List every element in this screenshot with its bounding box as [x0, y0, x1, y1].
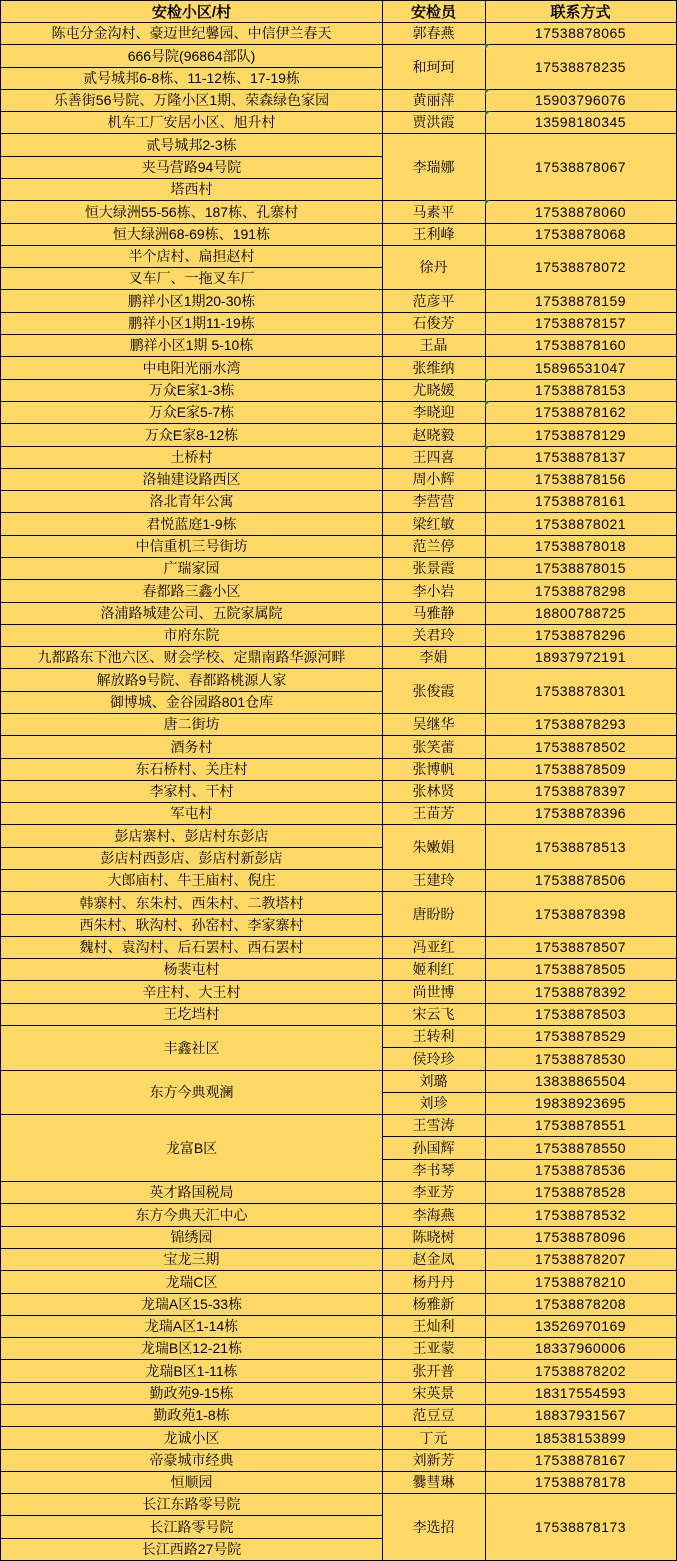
- contact-phone: 17538878060: [485, 200, 677, 224]
- inspector-name: 和珂珂: [382, 44, 486, 90]
- area-cell: 东石桥村、关庄村: [0, 758, 383, 781]
- inspector-name: 王亚蒙: [382, 1337, 486, 1360]
- contact-phone: 13838865504: [485, 1070, 677, 1093]
- area-cell: 陈屯分金沟村、豪迈世纪馨园、中信伊兰春天: [0, 22, 383, 45]
- cell-comment-marker: [485, 89, 490, 94]
- cell-comment-marker: [485, 44, 490, 49]
- area-cell: 军屯村: [0, 802, 383, 825]
- contact-phone: 17538878502: [485, 735, 677, 759]
- area-cell: 恒顺园: [0, 1471, 383, 1494]
- inspector-name: 范豆豆: [382, 1404, 486, 1427]
- contact-phone: 17538878208: [485, 1293, 677, 1316]
- contact-phone: 17538878298: [485, 579, 677, 603]
- contact-phone: 17538878397: [485, 780, 677, 803]
- area-cell: 御博城、金谷园路801仓库: [0, 691, 383, 714]
- inspector-name: 李娟: [382, 646, 486, 669]
- inspector-name: 范彦平: [382, 289, 486, 313]
- area-cell: 叉车厂、一拖叉车厂: [0, 267, 383, 290]
- inspector-name: 李亚芳: [382, 1181, 486, 1204]
- contact-phone: 17538878021: [485, 512, 677, 536]
- contact-phone: 13598180345: [485, 111, 677, 134]
- contact-phone: 17538878159: [485, 289, 677, 313]
- inspector-name: 尚世博: [382, 980, 486, 1004]
- contact-phone: 17538878528: [485, 1181, 677, 1204]
- area-cell: 机车工厂安居小区、旭升村: [0, 111, 383, 134]
- inspector-name: 李晓迎: [382, 401, 486, 424]
- area-cell: 解放路9号院、春都路桃源人家: [0, 668, 383, 692]
- contact-phone: 17538878068: [485, 223, 677, 246]
- area-cell: 东方今典观澜: [0, 1070, 383, 1115]
- inspector-name: 刘珍: [382, 1092, 486, 1115]
- contact-phone: 17538878392: [485, 980, 677, 1004]
- contact-phone: 18937972191: [485, 646, 677, 669]
- area-cell: 龙瑞C区: [0, 1270, 383, 1294]
- cell-comment-marker: [485, 446, 490, 451]
- cell-comment-marker: [485, 200, 490, 205]
- inspector-name: 李书琴: [382, 1159, 486, 1182]
- area-cell: 鹏祥小区1期20-30栋: [0, 289, 383, 313]
- contact-phone: 17538878398: [485, 891, 677, 937]
- area-cell: 龙瑞B区1-11栋: [0, 1359, 383, 1383]
- area-cell: 恒大绿洲68-69栋、191栋: [0, 223, 383, 246]
- contact-phone: 17538878173: [485, 1493, 677, 1561]
- area-cell: 英才路国税局: [0, 1181, 383, 1204]
- inspector-name: 姬利红: [382, 958, 486, 981]
- area-cell: 666号院(96864部队): [0, 44, 383, 68]
- inspector-name: 马素平: [382, 200, 486, 224]
- contact-phone: 17538878503: [485, 1003, 677, 1026]
- area-cell: 万众E家5-7栋: [0, 401, 383, 424]
- contact-phone: 17538878161: [485, 490, 677, 513]
- contact-phone: 18337960006: [485, 1337, 677, 1360]
- contact-phone: 17538878065: [485, 22, 677, 45]
- area-cell: 万众E家1-3栋: [0, 379, 383, 402]
- header-contact: 联系方式: [485, 0, 677, 23]
- area-cell: 帝豪城市经典: [0, 1449, 383, 1472]
- cell-comment-marker: [485, 379, 490, 384]
- contact-phone: 17538878506: [485, 869, 677, 892]
- area-cell: 辛庄村、大王村: [0, 980, 383, 1004]
- contact-phone: 15903796076: [485, 89, 677, 112]
- inspector-name: 张俊霞: [382, 668, 486, 714]
- area-cell: 勤政苑9-15栋: [0, 1382, 383, 1405]
- inspector-name: 张林贤: [382, 780, 486, 803]
- contact-phone: 17538878178: [485, 1471, 677, 1494]
- inspector-name: 尤晓媛: [382, 379, 486, 402]
- inspector-name: 贾洪霞: [382, 111, 486, 134]
- contact-phone: 17538878067: [485, 133, 677, 201]
- inspector-name: 黄丽萍: [382, 89, 486, 112]
- contact-phone: 17538878551: [485, 1114, 677, 1137]
- contact-phone: 17538878296: [485, 624, 677, 647]
- inspector-name: 朱嫩娟: [382, 824, 486, 870]
- contact-phone: 17538878129: [485, 423, 677, 447]
- area-cell: 龙瑞A区15-33栋: [0, 1293, 383, 1316]
- inspector-name: 杨丹丹: [382, 1270, 486, 1294]
- area-cell: 夹马营路94号院: [0, 156, 383, 179]
- inspector-name: 张维纳: [382, 356, 486, 380]
- area-cell: 土桥村: [0, 446, 383, 469]
- contact-phone: 18538153899: [485, 1426, 677, 1450]
- inspector-name: 李选招: [382, 1493, 486, 1561]
- header-inspector: 安检员: [382, 0, 486, 23]
- inspector-name: 张景霞: [382, 557, 486, 580]
- contact-phone: 17538878530: [485, 1047, 677, 1071]
- inspector-name: 范兰停: [382, 535, 486, 558]
- contact-phone: 17538878162: [485, 401, 677, 424]
- contact-phone: 17538878015: [485, 557, 677, 580]
- area-cell: 九都路东下池六区、财会学校、定鼎南路华源河畔: [0, 646, 383, 669]
- inspector-name: 孙国辉: [382, 1136, 486, 1160]
- inspector-name: 冯亚红: [382, 936, 486, 959]
- contact-phone: 17538878293: [485, 713, 677, 736]
- contact-phone: 17538878018: [485, 535, 677, 558]
- area-cell: 万众E家8-12栋: [0, 423, 383, 447]
- inspector-name: 王四喜: [382, 446, 486, 469]
- inspector-name: 赵金凤: [382, 1248, 486, 1271]
- contact-phone: 17538878207: [485, 1248, 677, 1271]
- contact-phone: 17538878210: [485, 1270, 677, 1294]
- area-cell: 恒大绿洲55-56栋、187栋、孔寨村: [0, 200, 383, 224]
- inspector-name: 王灿利: [382, 1315, 486, 1338]
- inspector-name: 李海燕: [382, 1203, 486, 1227]
- area-cell: 半个店村、扁担赵村: [0, 245, 383, 268]
- contact-phone: 17538878156: [485, 468, 677, 491]
- area-cell: 酒务村: [0, 735, 383, 759]
- area-cell: 丰鑫社区: [0, 1025, 383, 1071]
- contact-phone: 17538878532: [485, 1203, 677, 1227]
- area-cell: 龙瑞A区1-14栋: [0, 1315, 383, 1338]
- area-cell: 广瑞家园: [0, 557, 383, 580]
- contact-phone: 17538878301: [485, 668, 677, 714]
- area-cell: 宝龙三期: [0, 1248, 383, 1271]
- header-area: 安检小区/村: [0, 0, 383, 23]
- area-cell: 彭店寨村、彭店村东彭店: [0, 824, 383, 848]
- area-cell: 洛轴建设路西区: [0, 468, 383, 491]
- area-cell: 长江路零号院: [0, 1515, 383, 1539]
- area-cell: 唐二街坊: [0, 713, 383, 736]
- inspector-name: 唐盼盼: [382, 891, 486, 937]
- contact-phone: 17538878167: [485, 1449, 677, 1472]
- area-cell: 中电阳光丽水湾: [0, 356, 383, 380]
- contact-phone: 18837931567: [485, 1404, 677, 1427]
- inspector-name: 李瑞娜: [382, 133, 486, 201]
- contact-phone: 13526970169: [485, 1315, 677, 1338]
- inspector-name: 丁元: [382, 1426, 486, 1450]
- contact-phone: 17538878202: [485, 1359, 677, 1383]
- contact-phone: 17538878507: [485, 936, 677, 959]
- inspector-name: 张博帆: [382, 758, 486, 781]
- contact-phone: 17538878536: [485, 1159, 677, 1182]
- contact-phone: 17538878513: [485, 824, 677, 870]
- area-cell: 龙富B区: [0, 1114, 383, 1182]
- area-cell: 鹏祥小区1期11-19栋: [0, 312, 383, 335]
- contact-phone: 17538878550: [485, 1136, 677, 1160]
- area-cell: 春都路三鑫小区: [0, 579, 383, 603]
- area-cell: 乐善街56号院、万隆小区1期、荣森绿色家园: [0, 89, 383, 112]
- inspector-name: 王利峰: [382, 223, 486, 246]
- contact-phone: 18800788725: [485, 602, 677, 625]
- area-cell: 东方今典天汇中心: [0, 1203, 383, 1227]
- contact-phone: 19838923695: [485, 1092, 677, 1115]
- inspector-name: 李小岩: [382, 579, 486, 603]
- inspector-name: 宋云飞: [382, 1003, 486, 1026]
- contact-phone: 15896531047: [485, 356, 677, 380]
- area-cell: 魏村、袁沟村、后石罢村、西石罢村: [0, 936, 383, 959]
- area-cell: 中信重机三号街坊: [0, 535, 383, 558]
- inspector-name: 侯玲珍: [382, 1047, 486, 1071]
- inspector-name: 梁红敏: [382, 512, 486, 536]
- contact-phone: 17538878153: [485, 379, 677, 402]
- inspector-name: 王晶: [382, 334, 486, 357]
- contact-phone: 17538878509: [485, 758, 677, 781]
- inspector-name: 宋英景: [382, 1382, 486, 1405]
- area-cell: 塔西村: [0, 178, 383, 201]
- area-cell: 王圪垱村: [0, 1003, 383, 1026]
- inspector-name: 王雪涛: [382, 1114, 486, 1137]
- inspector-name: 王建玲: [382, 869, 486, 892]
- contact-phone: 17538878235: [485, 44, 677, 90]
- area-cell: 大郎庙村、牛王庙村、倪庄: [0, 869, 383, 892]
- contact-phone: 17538878160: [485, 334, 677, 357]
- inspector-name: 周小辉: [382, 468, 486, 491]
- inspector-name: 李营营: [382, 490, 486, 513]
- area-cell: 贰号城邦6-8栋、11-12栋、17-19栋: [0, 67, 383, 90]
- area-cell: 锦绣园: [0, 1226, 383, 1249]
- contact-phone: 17538878505: [485, 958, 677, 981]
- area-cell: 西朱村、耿沟村、孙窑村、李家寨村: [0, 914, 383, 937]
- area-cell: 洛浦路城建公司、五院家属院: [0, 602, 383, 625]
- contact-phone: 17538878096: [485, 1226, 677, 1249]
- inspector-name: 吴继华: [382, 713, 486, 736]
- inspector-name: 关君玲: [382, 624, 486, 647]
- area-cell: 市府东院: [0, 624, 383, 647]
- contact-phone: 17538878072: [485, 245, 677, 290]
- inspector-name: 爨彗琳: [382, 1471, 486, 1494]
- area-cell: 李家村、干村: [0, 780, 383, 803]
- contact-phone: 17538878137: [485, 446, 677, 469]
- inspector-name: 王苗芳: [382, 802, 486, 825]
- area-cell: 鹏祥小区1期 5-10栋: [0, 334, 383, 357]
- inspector-name: 徐丹: [382, 245, 486, 290]
- contact-phone: 17538878157: [485, 312, 677, 335]
- inspector-name: 杨雅新: [382, 1293, 486, 1316]
- area-cell: 君悦蓝庭1-9栋: [0, 512, 383, 536]
- inspector-name: 赵晓毅: [382, 423, 486, 447]
- inspector-name: 张开普: [382, 1359, 486, 1383]
- cell-comment-marker: [485, 111, 490, 116]
- area-cell: 长江东路零号院: [0, 1493, 383, 1516]
- area-cell: 勤政苑1-8栋: [0, 1404, 383, 1427]
- inspector-name: 刘新芳: [382, 1449, 486, 1472]
- area-cell: 杨裴屯村: [0, 958, 383, 981]
- contact-phone: 17538878396: [485, 802, 677, 825]
- area-cell: 龙瑞B区12-21栋: [0, 1337, 383, 1360]
- contact-phone: 17538878529: [485, 1025, 677, 1048]
- area-cell: 洛北青年公寓: [0, 490, 383, 513]
- contact-phone: 18317554593: [485, 1382, 677, 1405]
- area-cell: 长江西路27号院: [0, 1538, 383, 1561]
- cell-comment-marker: [485, 401, 490, 406]
- inspector-name: 陈晓树: [382, 1226, 486, 1249]
- inspector-name: 马雅静: [382, 602, 486, 625]
- area-cell: 贰号城邦2-3栋: [0, 133, 383, 157]
- inspector-name: 王转利: [382, 1025, 486, 1048]
- area-cell: 韩寨村、东朱村、西朱村、二教塔村: [0, 891, 383, 915]
- inspector-name: 刘璐: [382, 1070, 486, 1093]
- area-cell: 彭店村西彭店、彭店村新彭店: [0, 847, 383, 870]
- inspector-name: 张笑蕾: [382, 735, 486, 759]
- area-cell: 龙诚小区: [0, 1426, 383, 1450]
- inspector-name: 郭春燕: [382, 22, 486, 45]
- inspector-name: 石俊芳: [382, 312, 486, 335]
